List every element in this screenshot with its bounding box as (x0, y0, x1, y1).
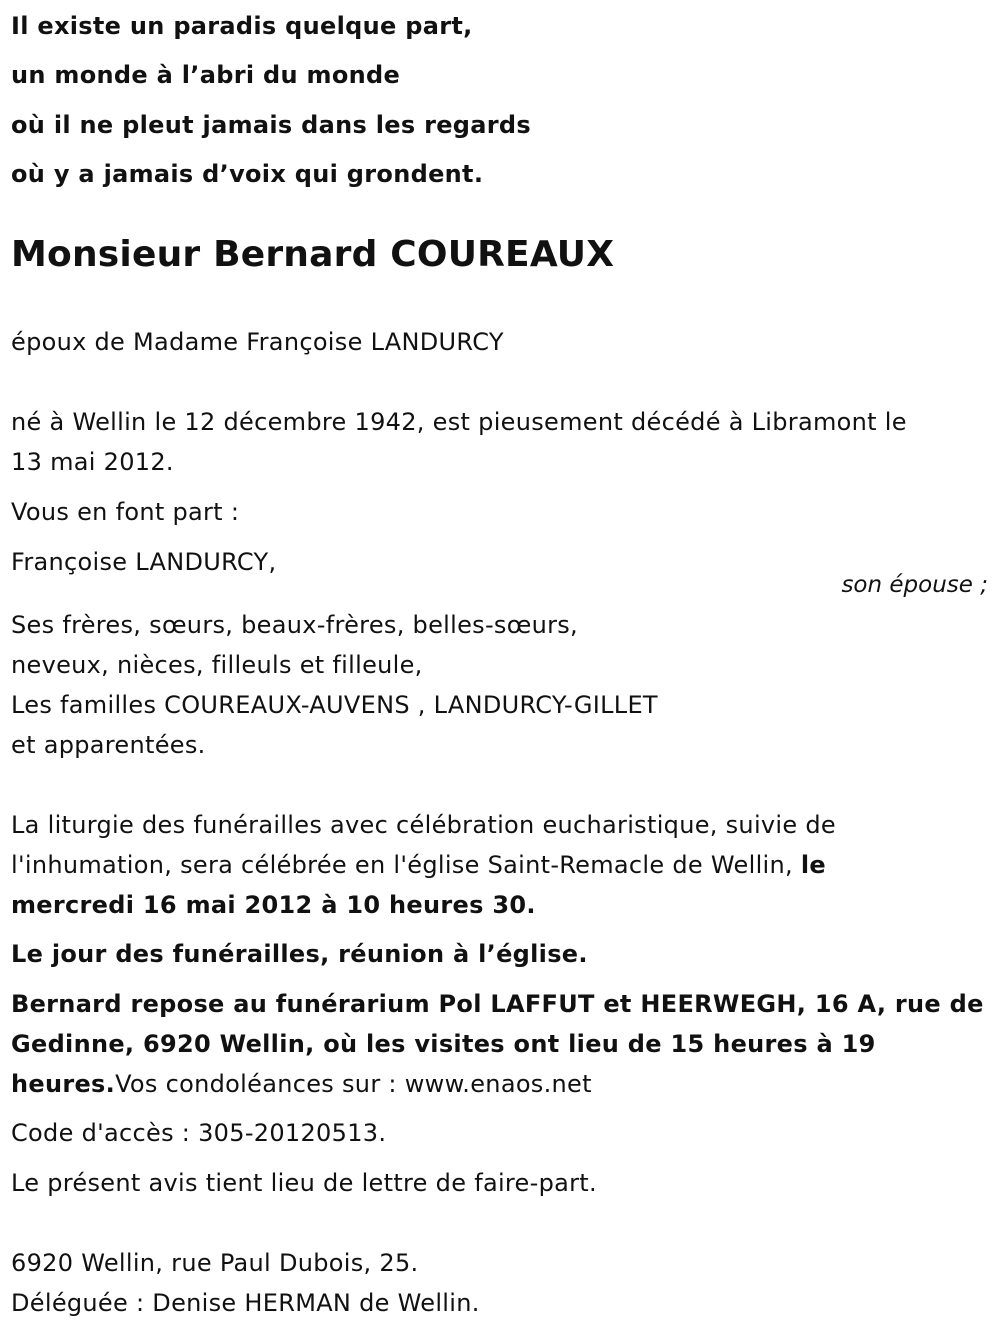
rest-line-2: Gedinne, 6920 Wellin, où les visites ont lieu de 15 heures à 19 (11, 1030, 876, 1058)
notice-line: Le présent avis tient lieu de lettre de faire-part. (11, 1169, 597, 1197)
poem-line-1: Il existe un paradis quelque part, (11, 12, 473, 40)
liturgy-line-2-text: l'inhumation, sera célébrée en l'église Saint-Remacle de Wellin, (11, 851, 793, 879)
spouse-line: époux de Madame Françoise LANDURCY (11, 328, 504, 356)
poem-line-4: où y a jamais d’voix qui grondent. (11, 160, 484, 188)
spouse-announcer-name: Françoise LANDURCY, (11, 548, 277, 576)
birth-death-line-2: 13 mai 2012. (11, 448, 174, 476)
family-line-1: Ses frères, sœurs, beaux-frères, belles-sœurs, (11, 611, 578, 639)
liturgy-line-2 (11, 850, 826, 880)
family-line-2: neveux, nièces, filleuls et filleule, (11, 651, 423, 679)
access-code: Code d'accès : 305-20120513. (11, 1119, 387, 1147)
deceased-name: Monsieur Bernard COUREAUX (11, 234, 615, 275)
announcers-intro: Vous en font part : (11, 498, 240, 526)
address-line-1: 6920 Wellin, rue Paul Dubois, 25. (11, 1249, 419, 1277)
liturgy-line-3: mercredi 16 mai 2012 à 10 heures 30. (11, 891, 536, 919)
poem-line-3: où il ne pleut jamais dans les regards (11, 111, 531, 139)
rest-line-3-bold: heures. (11, 1070, 116, 1098)
rest-line-1: Bernard repose au funérarium Pol LAFFUT et HEERWEGH, 16 A, rue de (11, 990, 984, 1018)
family-line-3: Les familles COUREAUX-AUVENS , LANDURCY-GILLET (11, 691, 658, 719)
liturgy-line-1: La liturgie des funérailles avec célébration eucharistique, suivie de (11, 811, 836, 839)
family-line-4: et apparentées. (11, 731, 206, 759)
liturgy-line-2-bold: le (800, 851, 826, 879)
meeting-line: Le jour des funérailles, réunion à l’église. (11, 940, 588, 968)
spouse-announcer-role: son épouse ; (841, 572, 988, 598)
poem-line-2: un monde à l’abri du monde (11, 61, 401, 89)
condolences-text: Vos condoléances sur : www.enaos.net (115, 1070, 592, 1098)
rest-line-3 (11, 1069, 592, 1099)
address-line-2: Déléguée : Denise HERMAN de Wellin. (11, 1289, 480, 1317)
birth-death-line-1: né à Wellin le 12 décembre 1942, est pieusement décédé à Libramont le (11, 408, 907, 436)
